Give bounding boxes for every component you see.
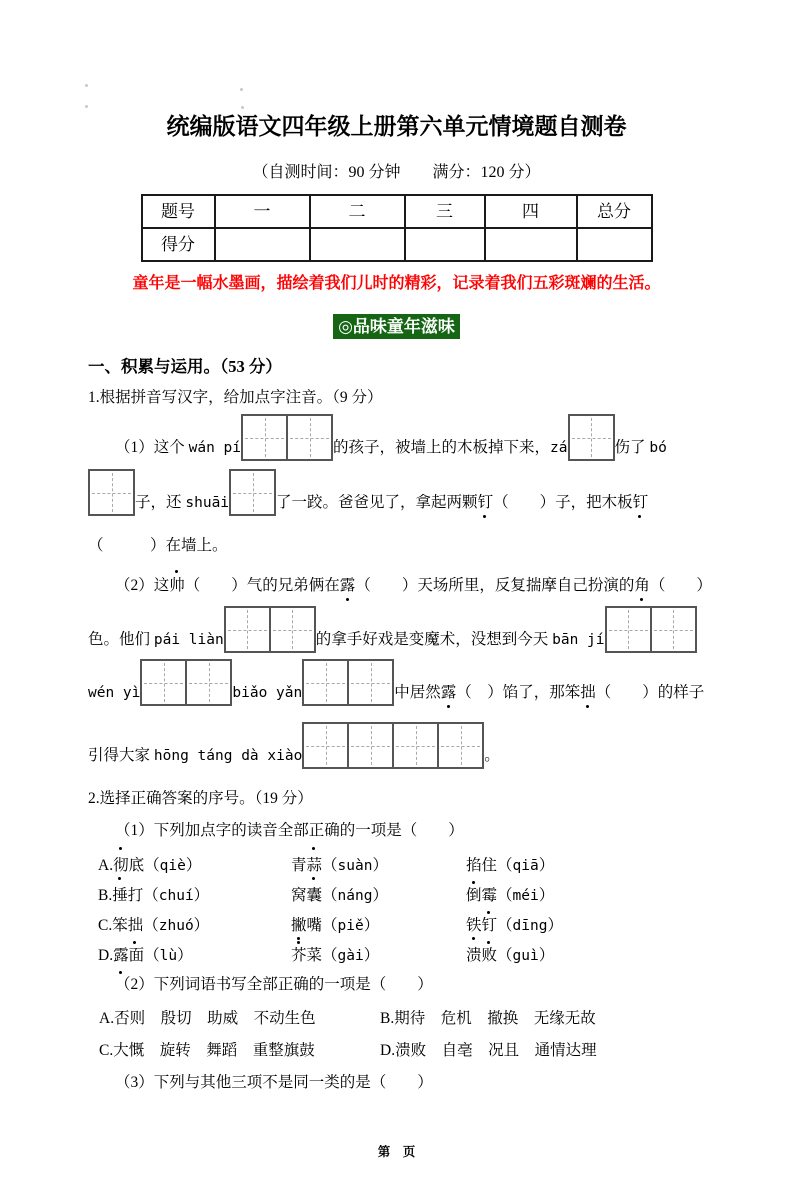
scan-artifact-dot	[85, 84, 88, 87]
writing-box-group	[140, 659, 232, 706]
option-cell: C.笨拙（zhuó）	[98, 911, 291, 941]
q2-sub1-stem: （1）下列加点字的读音全部正确的一项是（ ）	[115, 822, 464, 839]
pinyin-text: qiā	[512, 858, 539, 874]
writing-box	[302, 659, 349, 706]
option-cell: 溃败（guì）	[466, 941, 713, 971]
q2-sub2-options	[99, 1003, 713, 1067]
score-table-score-row	[142, 228, 652, 261]
writing-box-group	[302, 722, 484, 769]
q1-line-2: 子，还 shuāi 了一跤。爸爸见了，拿起两颗钉（ ）子，把木板钉	[88, 469, 713, 516]
emphasis-dot-char: 拙	[580, 681, 596, 705]
option-cell: C.大慨 旋转 舞蹈 重整旗鼓	[99, 1042, 315, 1059]
score-cell-empty	[310, 228, 405, 261]
writing-box	[88, 469, 135, 516]
emphasis-dot-char: 霉	[482, 881, 498, 911]
pinyin-text: biǎo yǎn	[232, 685, 303, 701]
score-header-cell: 三	[405, 195, 485, 228]
writing-box-group	[605, 606, 697, 653]
pinyin-text: lù	[159, 948, 178, 964]
writing-box-group	[241, 414, 333, 461]
emphasis-dot-char: 囊	[307, 881, 323, 911]
score-header-cell: 总分	[577, 195, 652, 228]
option-cell: D.溃败 自亳 况且 通情达理	[380, 1042, 597, 1059]
pinyin-text: dīng	[512, 918, 548, 934]
emphasis-dot-char: 角	[634, 574, 650, 598]
score-cell-empty	[215, 228, 310, 261]
option-cell: D.露面（lù）	[98, 941, 291, 971]
pinyin-text: piě	[337, 918, 364, 934]
option-cell: 青蒜（suàn）	[291, 851, 466, 881]
pinyin-text: bān jí	[552, 632, 605, 648]
score-cell-empty	[485, 228, 577, 261]
option-cell: B.期待 危机 撤换 无缘无故	[380, 1010, 596, 1027]
motto-line: 童年是一幅水墨画，描绘着我们儿时的精彩，记录着我们五彩斑斓的生活。	[132, 275, 661, 292]
pinyin-text: hōng táng dà xiào	[153, 748, 303, 764]
q2-sub2-stem: （2）下列词语书写全部正确的一项是（ ）	[115, 976, 433, 993]
writing-box	[437, 722, 484, 769]
score-header-cell: 四	[485, 195, 577, 228]
pinyin-text: náng	[337, 888, 373, 904]
emphasis-dot-char: 芥	[291, 941, 307, 971]
pinyin-text: chuí	[158, 888, 194, 904]
writing-box	[392, 722, 439, 769]
emphasis-dot-char: 钉	[478, 491, 494, 515]
pinyin-text: méi	[512, 888, 539, 904]
emphasis-dot-char: 掐	[466, 851, 482, 881]
option-cell: A.否则 殷切 助威 不动生色	[99, 1010, 316, 1027]
emphasis-dot-char: 撇	[291, 911, 307, 941]
exam-info: （自测时间：90 分钟 满分：120 分）	[252, 164, 541, 181]
section1-heading: 一、积累与运用。（53 分）	[88, 357, 282, 376]
writing-box-group	[88, 469, 135, 516]
emphasis-dot-char: 溃	[466, 941, 482, 971]
option-cell: 芥菜（gài）	[291, 941, 466, 971]
writing-box-group	[224, 606, 316, 653]
writing-box-group	[568, 414, 615, 461]
option-cell: 倒霉（méi）	[466, 881, 713, 911]
pinyin-text: qiè	[159, 858, 186, 874]
writing-box	[224, 606, 271, 653]
writing-box	[241, 414, 288, 461]
q2-sub1-options	[98, 851, 713, 971]
emphasis-dot-char: 钉	[633, 491, 649, 515]
score-cell-empty	[405, 228, 485, 261]
emphasis-dot-char: 钉	[482, 911, 498, 941]
writing-box	[185, 659, 232, 706]
pinyin-text: shuāi	[185, 495, 230, 511]
pinyin-text: gài	[337, 948, 364, 964]
emphasis-dot-char: 蒜	[307, 851, 323, 881]
paper-title: 统编版语文四年级上册第六单元情境题自测卷	[166, 114, 627, 139]
scan-artifact-dot	[85, 105, 88, 108]
score-cell-empty	[577, 228, 652, 261]
writing-box	[269, 606, 316, 653]
option-cell: 窝囊（náng）	[291, 881, 466, 911]
option-cell: A.彻底（qiè）	[98, 851, 291, 881]
writing-box	[140, 659, 187, 706]
emphasis-dot-char: 拙	[128, 911, 144, 941]
option-cell: B.捶打（chuí）	[98, 881, 291, 911]
page-footer: 第 页	[377, 1145, 416, 1159]
option-cell: 掐住（qiā）	[466, 851, 713, 881]
writing-box	[347, 659, 394, 706]
q1-line-5: 色。他们 pái liàn 的拿手好戏是变魔术，没想到今天 bān jí	[88, 606, 713, 653]
option-cell: 铁钉（dīng）	[466, 911, 713, 941]
option-cell: 撇嘴（piě）	[291, 911, 466, 941]
q1-line-4: （2）这帅（ ）气的兄弟俩在露（ ）天场所里，反复揣摩自己扮演的角（ ）	[88, 574, 713, 598]
emphasis-dot-char: 露	[113, 941, 129, 971]
score-table-header-row	[142, 195, 652, 228]
q1-stem: 1.根据拼音写汉字，给加点字注音。（9 分）	[88, 389, 383, 406]
score-table	[141, 194, 653, 262]
q2-sub3-stem: （3）下列与其他三项不是同一类的是（ ）	[115, 1074, 433, 1091]
writing-box	[347, 722, 394, 769]
emphasis-dot-char: 帅	[169, 574, 185, 598]
scan-artifact-dot	[241, 106, 244, 109]
writing-box	[650, 606, 697, 653]
section-banner: ◎品味童年滋味	[333, 314, 460, 339]
score-header-cell: 题号	[142, 195, 215, 228]
writing-box	[286, 414, 333, 461]
pinyin-text: suàn	[337, 858, 373, 874]
writing-box	[568, 414, 615, 461]
writing-box	[605, 606, 652, 653]
pinyin-text: wán pí	[188, 440, 242, 456]
writing-box	[229, 469, 276, 516]
pinyin-text: pái liàn	[153, 632, 224, 648]
emphasis-dot-char: 捶	[112, 881, 128, 911]
q1-line-6: wén yì biǎo yǎn 中居然露（ ）馅了，那笨拙（ ）的样子	[88, 659, 713, 706]
q1-line-3: （ ）在墙上。	[88, 537, 228, 554]
emphasis-dot-char: 露	[441, 681, 457, 705]
score-header-cell: 二	[310, 195, 405, 228]
writing-box	[302, 722, 349, 769]
q1-line-1: （1）这个 wán pí 的孩子，被墙上的木板掉下来，zá 伤了 bó	[88, 414, 713, 461]
score-row-label: 得分	[142, 228, 215, 261]
pinyin-text: wén yì	[88, 685, 141, 701]
pinyin-text: zhuó	[158, 918, 194, 934]
scan-artifact-dot	[240, 88, 243, 91]
emphasis-dot-char: 彻	[113, 851, 129, 881]
q1-line-7: 引得大家 hōng táng dà xiào 。	[88, 722, 713, 769]
paper-body	[0, 356, 793, 1095]
writing-box-group	[229, 469, 276, 516]
q2-stem: 2.选择正确答案的序号。（19 分）	[88, 790, 313, 807]
emphasis-dot-char: 露	[340, 574, 356, 598]
writing-box-group	[302, 659, 394, 706]
pinyin-text: zá	[550, 440, 568, 456]
score-header-cell: 一	[215, 195, 310, 228]
pinyin-text: bó	[649, 440, 667, 456]
pinyin-text: guì	[512, 948, 539, 964]
